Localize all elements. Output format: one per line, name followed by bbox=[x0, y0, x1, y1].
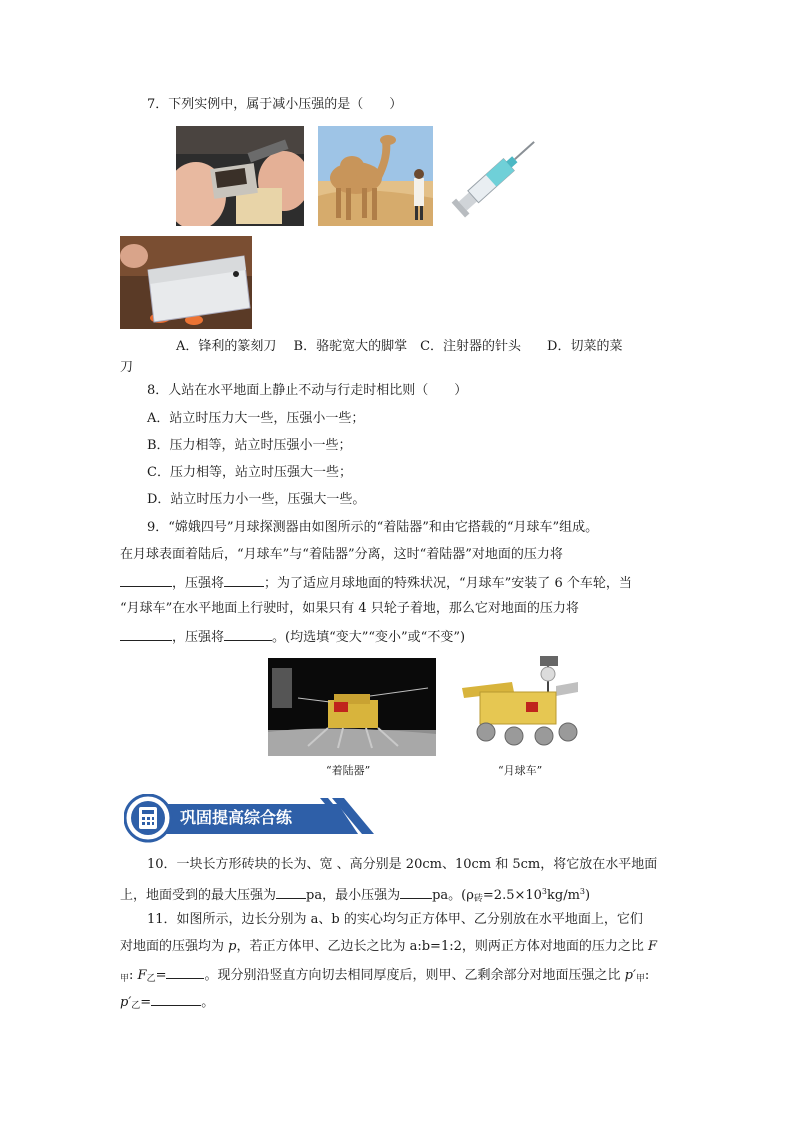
q9-blank-3[interactable] bbox=[120, 627, 172, 641]
q11-line4: $p'_乙=$ 。 bbox=[120, 992, 214, 1015]
q10-blank-max[interactable] bbox=[276, 885, 306, 899]
q8-option-b: B．压力相等，站立时压强小一些； bbox=[147, 438, 352, 453]
kitchen-knife-photo bbox=[120, 236, 252, 329]
q9-line3: ，压强将 ；为了适应月球地面的特殊状况，“月球车”安装了 6 个车轮，当 bbox=[120, 573, 632, 593]
q9-blank-1[interactable] bbox=[120, 573, 172, 587]
q7-stem: 7．下列实例中，属于减小压强的是（ ） bbox=[147, 97, 403, 112]
q11-blank-force-ratio[interactable] bbox=[166, 965, 204, 979]
section-header bbox=[124, 794, 376, 844]
q9-line4: “月球车”在水平地面上行驶时，如果只有 4 只轮子着地，那么它对地面的压力将 bbox=[120, 601, 579, 616]
q10-line2: 上，地面受到的最大压强为 pa，最小压强为 pa。$(\rho_砖=2.5\times 10^3kg/m^3)$ bbox=[120, 887, 591, 904]
q8-option-a: A．站立时压力大一些，压强小一些； bbox=[147, 411, 365, 426]
q11-line1: 11．如图所示，边长分别为 a、b 的实心均匀正方体甲、乙分别放在水平地面上，它们 bbox=[147, 912, 643, 927]
q11-line2: 对地面的压强均为 p，若正方体甲、乙边长之比为 a:b=1:2，则两正方体对地面的压力之比 F bbox=[120, 939, 658, 954]
section-title: 巩固提高综合练 bbox=[180, 808, 293, 827]
q9-blank-2[interactable] bbox=[224, 573, 264, 587]
caption-lander: “着陆器” bbox=[326, 764, 371, 777]
q7-options: A．锋利的篆刻刀 B．骆驼宽大的脚掌 C．注射器的针头 D．切菜的菜 bbox=[176, 339, 623, 354]
q9-line5: ，压强将 。(均选填“变大”“变小”或“不变”) bbox=[120, 627, 465, 647]
caption-rover: “月球车” bbox=[498, 764, 543, 777]
lunar-rover-picture bbox=[456, 652, 582, 756]
q9-blank-4[interactable] bbox=[224, 627, 272, 641]
q10-line1: 10．一块长方形砖块的长为、宽 、高分别是 20cm、10cm 和 5cm，将它放在水平地面 bbox=[147, 857, 658, 872]
q8-stem: 8．人站在水平地面上静止不动与行走时相比则（ ） bbox=[147, 383, 468, 398]
calculator-icon bbox=[139, 807, 157, 829]
seal-carving-knife-photo bbox=[176, 126, 304, 226]
q11-blank-pressure-ratio[interactable] bbox=[151, 992, 201, 1006]
q9-line1: 9．“嫦娥四号”月球探测器由如图所示的“着陆器”和由它搭载的“月球车”组成。 bbox=[147, 520, 599, 535]
q9-line2: 在月球表面着陆后，“月球车”与“着陆器”分离，这时“着陆器”对地面的压力将 bbox=[120, 547, 563, 562]
syringe-photo bbox=[444, 128, 546, 224]
q10-blank-min[interactable] bbox=[400, 885, 432, 899]
lunar-lander-photo bbox=[268, 658, 436, 756]
q7-options-wrap: 刀 bbox=[120, 360, 134, 375]
q8-option-d: D．站立时压力小一些，压强大一些。 bbox=[147, 492, 366, 507]
q11-line3: $_甲$: $F_乙=$ 。现分别沿竖直方向切去相同厚度后，则甲、乙剩余部分对地面压强之比 $p'_甲$: bbox=[120, 965, 649, 988]
camel-photo bbox=[318, 126, 433, 226]
q8-option-c: C．压力相等，站立时压强大一些； bbox=[147, 465, 352, 480]
